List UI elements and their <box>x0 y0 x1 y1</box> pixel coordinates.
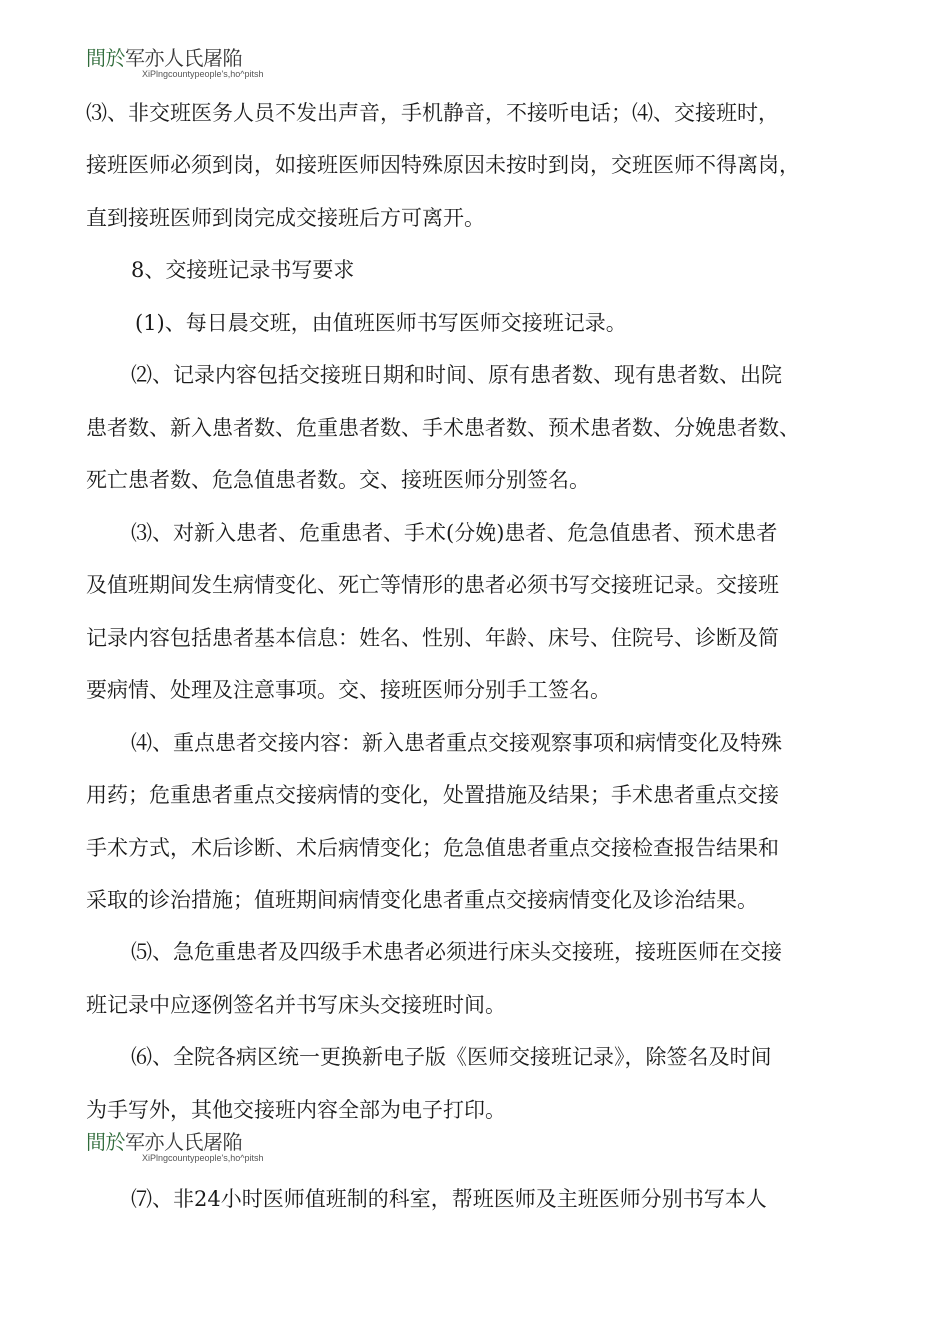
text-line: ⑷、重点患者交接内容：新入患者重点交接观察事项和病情变化及特殊 <box>131 731 782 755</box>
text-line: (1)、每日晨交班，由值班医师书写医师交接班记录。 <box>135 311 627 335</box>
text-line: 及值班期间发生病情变化、死亡等情形的患者必须书写交接班记录。交接班 <box>86 573 779 597</box>
text-line: 死亡患者数、危急值患者数。交、接班医师分别签名。 <box>86 468 590 492</box>
text-line: ⑹、全院各病区统一更换新电子版《医师交接班记录》，除签名及时间 <box>131 1045 772 1069</box>
text-line: 班记录中应逐例签名并书写床头交接班时间。 <box>86 993 506 1017</box>
page-header-bottom <box>86 1132 406 1163</box>
text-line: 要病情、处理及注意事项。交、接班医师分别手工签名。 <box>86 678 611 702</box>
text-line: ⑸、急危重患者及四级手术患者必须进行床头交接班，接班医师在交接 <box>131 940 782 964</box>
text-line: 用药；危重患者重点交接病情的变化，处置措施及结果；手术患者重点交接 <box>86 783 779 807</box>
text-line: 手术方式，术后诊断、术后病情变化；危急值患者重点交接检查报告结果和 <box>86 836 779 860</box>
text-line: 采取的诊治措施；值班期间病情变化患者重点交接病情变化及诊治结果。 <box>86 888 758 912</box>
header-subtitle: XiPlngcountypeople's,ho^pitsh <box>142 1153 264 1163</box>
text-line: 接班医师必须到岗，如接班医师因特殊原因未按时到岗，交班医师不得离岗， <box>86 153 800 177</box>
text-line: ⑺、非24小时医师值班制的科室，帮班医师及主班医师分别书写本人 <box>131 1187 767 1211</box>
header-title: 間於军亦人氏屠陥 <box>86 1130 242 1154</box>
section-heading: 8、交接班记录书写要求 <box>131 258 355 282</box>
text-line: ⑶、对新入患者、危重患者、手术(分娩)患者、危急值患者、预术患者 <box>131 521 778 545</box>
text-line: ⑶、非交班医务人员不发出声音，手机静音，不接听电话；⑷、交接班时， <box>86 101 779 125</box>
text-line: 患者数、新入患者数、危重患者数、手术患者数、预术患者数、分娩患者数、 <box>86 416 800 440</box>
header-title: 間於军亦人氏屠陥 <box>86 46 242 70</box>
text-line: 为手写外，其他交接班内容全部为电子打印。 <box>86 1098 506 1122</box>
text-line: 记录内容包括患者基本信息：姓名、性别、年龄、床号、住院号、诊断及简 <box>86 626 779 650</box>
header-subtitle: XiPlngcountypeople's,ho^pitsh <box>142 69 264 79</box>
text-line: 直到接班医师到岗完成交接班后方可离开。 <box>86 206 485 230</box>
text-line: ⑵、记录内容包括交接班日期和时间、原有患者数、现有患者数、出院 <box>131 363 782 387</box>
page-header-top <box>86 48 406 79</box>
